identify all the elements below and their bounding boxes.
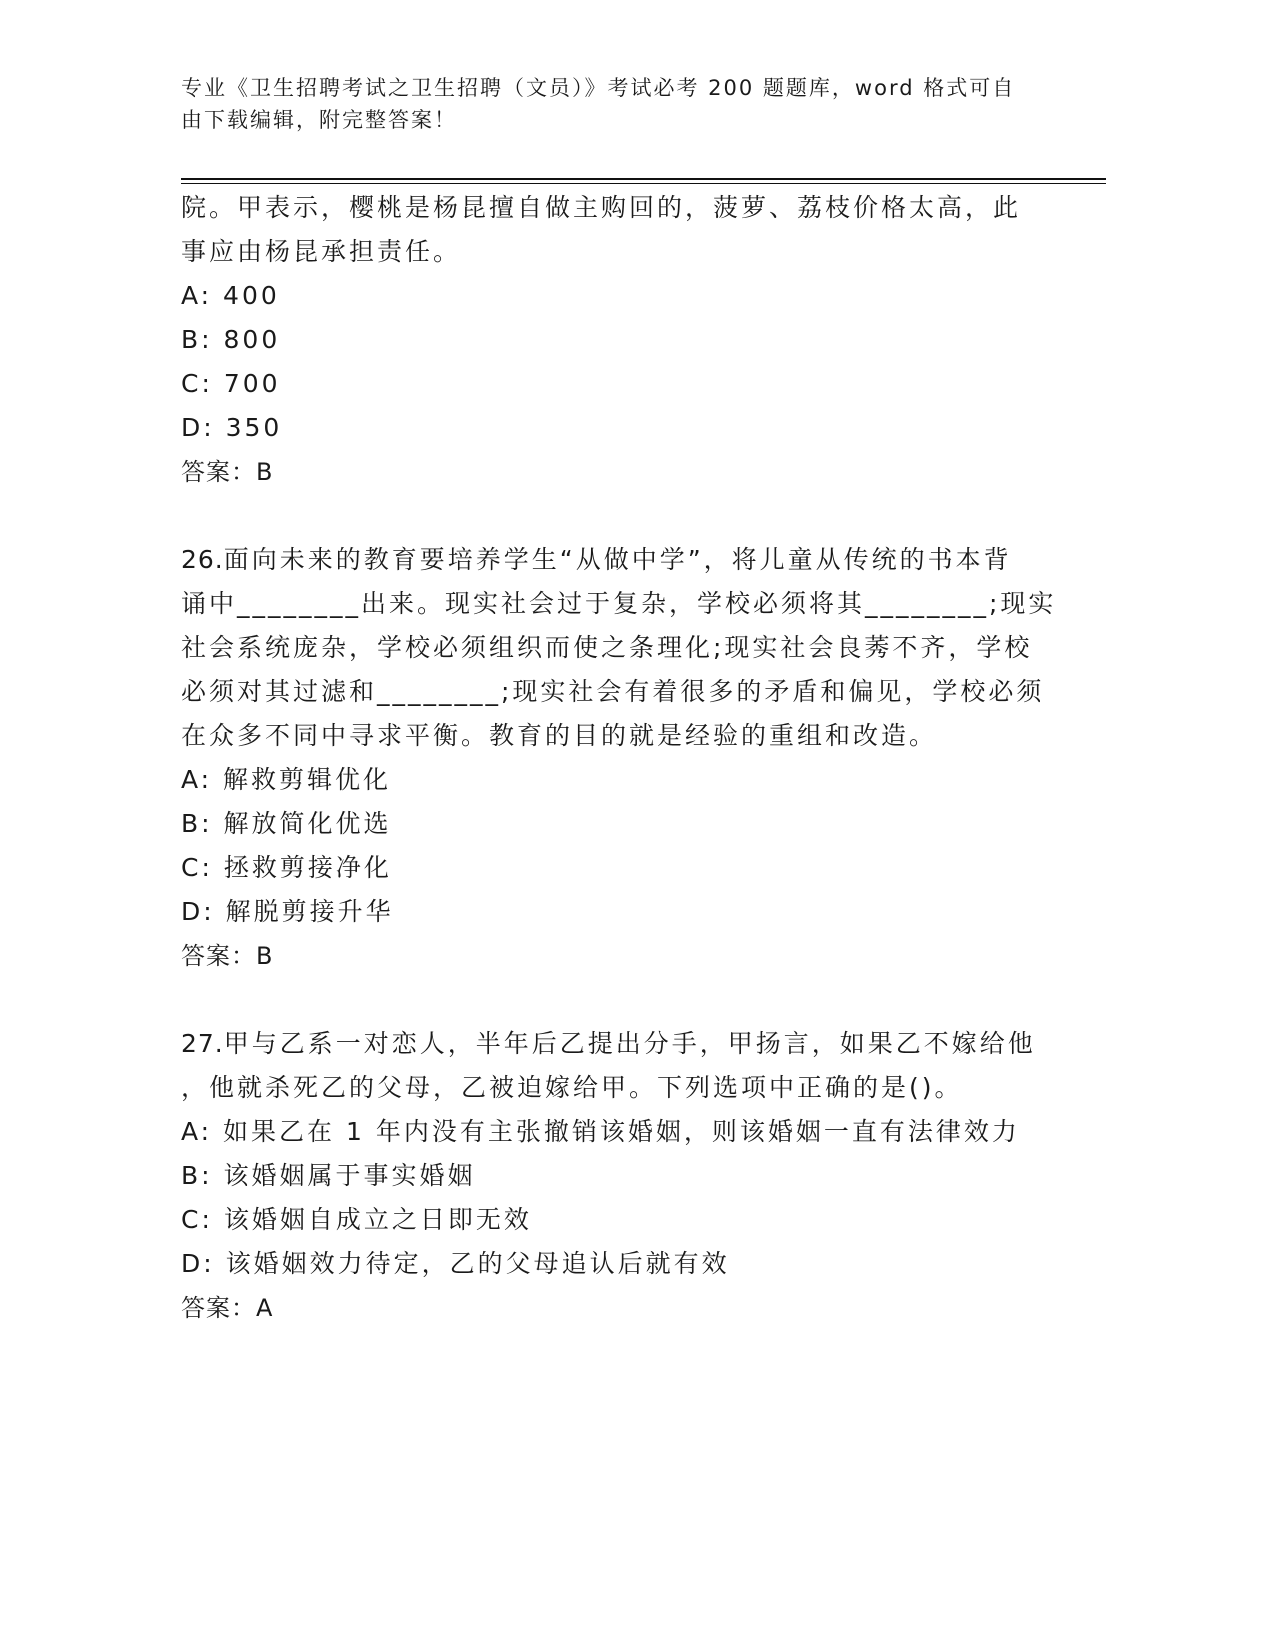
header-line-1: 专业《卫生招聘考试之卫生招聘（文员）》考试必考 200 题题库，word 格式可自: [181, 76, 1016, 100]
question-27: [181, 1022, 1081, 1330]
spacer: [181, 494, 1081, 538]
option-c: C: 拯救剪接净化: [181, 853, 392, 882]
document-header: [181, 72, 1061, 136]
question-26: [181, 538, 1081, 978]
header-divider-thin: [181, 183, 1106, 184]
option-b: B: 解放简化优选: [181, 809, 392, 838]
question-text-line: 院。甲表示，樱桃是杨昆擅自做主购回的，菠萝、荔枝价格太高，此: [181, 193, 1022, 222]
question-text-line: 事应由杨昆承担责任。: [181, 237, 462, 266]
question-carryover: [181, 186, 1081, 494]
question-text-line: 必须对其过滤和________;现实社会有着很多的矛盾和偏见，学校必须: [181, 677, 1045, 706]
option-b: B: 该婚姻属于事实婚姻: [181, 1161, 476, 1190]
question-text-line: ，他就杀死乙的父母，乙被迫嫁给甲。下列选项中正确的是()。: [181, 1073, 963, 1102]
option-d: D: 解脱剪接升华: [181, 897, 394, 926]
question-text-line: 社会系统庞杂，学校必须组织而使之条理化;现实社会良莠不齐，学校: [181, 633, 1033, 662]
spacer: [181, 978, 1081, 1022]
option-d: D: 该婚姻效力待定，乙的父母追认后就有效: [181, 1249, 730, 1278]
option-d: D: 350: [181, 413, 283, 442]
question-text-line: 在众多不同中寻求平衡。教育的目的就是经验的重组和改造。: [181, 721, 938, 750]
question-text: 面向未来的教育要培养学生“从做中学”，将儿童从传统的书本背: [223, 545, 1012, 574]
question-text-line: [181, 1022, 1081, 1066]
option-a: A: 解救剪辑优化: [181, 765, 392, 794]
question-text-line: 诵中________出来。现实社会过于复杂，学校必须将其________;现实: [181, 589, 1057, 618]
option-c: C: 该婚姻自成立之日即无效: [181, 1205, 532, 1234]
question-text: 甲与乙系一对恋人，半年后乙提出分手，甲扬言，如果乙不嫁给他: [223, 1029, 1036, 1058]
question-text-line: [181, 538, 1081, 582]
answer-line: 答案：A: [181, 1294, 274, 1322]
question-number: 27.: [181, 1029, 224, 1058]
option-a: A: 如果乙在 1 年内没有主张撤销该婚姻，则该婚姻一直有法律效力: [181, 1117, 1020, 1146]
question-number: 26.: [181, 545, 224, 574]
answer-line: 答案：B: [181, 458, 274, 486]
option-b: B: 800: [181, 325, 281, 354]
header-line-2: 由下载编辑，附完整答案！: [181, 108, 457, 132]
answer-line: 答案：B: [181, 942, 274, 970]
option-c: C: 700: [181, 369, 281, 398]
header-divider-thick: [181, 178, 1106, 180]
document-body: [181, 186, 1081, 1330]
option-a: A: 400: [181, 281, 280, 310]
